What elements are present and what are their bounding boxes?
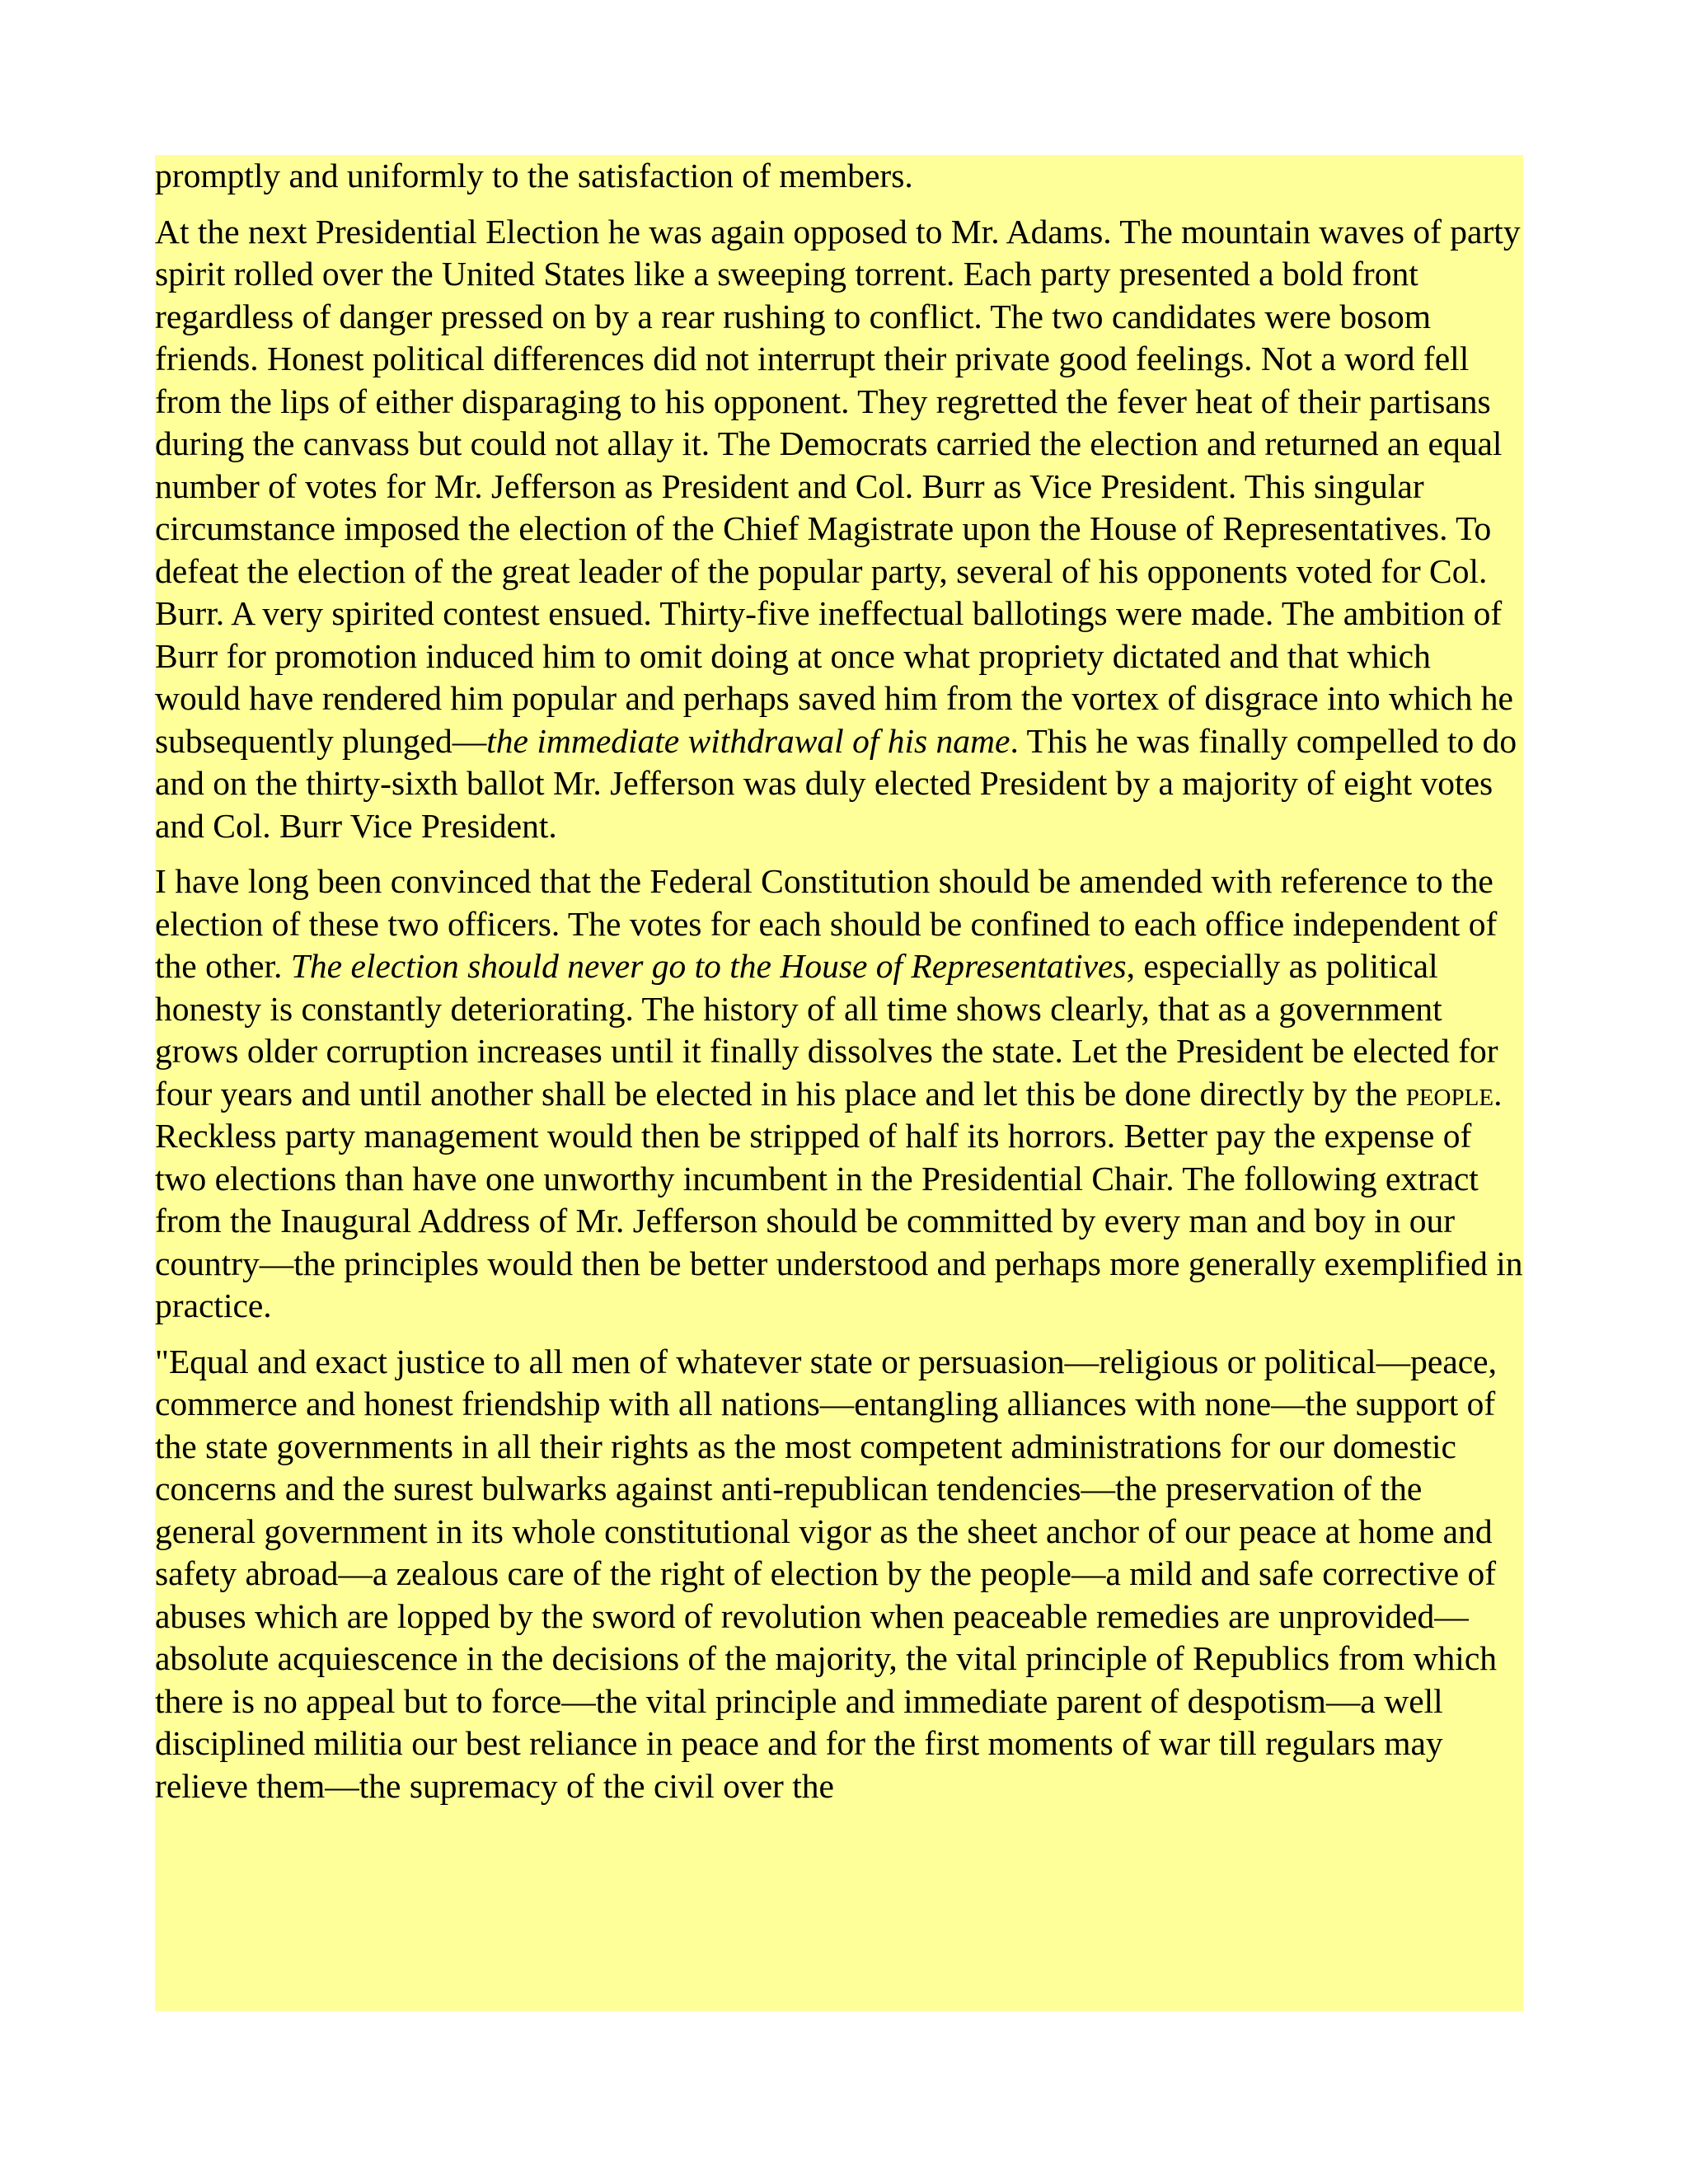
- paragraph-3-text-end: . Reckless party management would then be stripped of half its horrors. Better pay the expense of two elections than have one unworthy incumbent in the Presidential Chair. The following extract from the Inaugural Address of Mr. Jefferson should be committed by every man and boy in our country—the principles would then be better understood and perhaps more generally exemplified in practice.: [155, 1074, 1523, 1324]
- paragraph-1-text: promptly and uniformly to the satisfaction of members.: [155, 157, 913, 194]
- highlighted-text-block: [155, 155, 1523, 2011]
- paragraph-2: [155, 211, 1523, 848]
- paragraph-2-text-end: . This he was finally compelled to do and on the thirty-sixth ballot Mr. Jefferson was duly elected President by a majority of eight votes and Col. Burr Vice President.: [155, 721, 1517, 845]
- paragraph-4-text: "Equal and exact justice to all men of whatever state or persuasion—religious or political—peace, commerce and honest friendship with all nations—entangling alliances with none—the support of the state governments in all their rights as the most competent administrations for our domestic concerns and the surest bulwarks against anti-republican tendencies—the preservation of the general government in its whole constitutional vigor as the sheet anchor of our peace at home and safety abroad—a zealous care of the right of election by the people—a mild and safe corrective of abuses which are lopped by the sword of revolution when peaceable remedies are unprovided—absolute acquiescence in the decisions of the majority, the vital principle of Republics from which there is no appeal but to force—the vital principle and immediate parent of despotism—a well disciplined militia our best reliance in peace and for the first moments of war till regulars may relieve them—the supremacy of the civil over the: [155, 1342, 1498, 1805]
- paragraph-2-text-start: At the next Presidential Election he was again opposed to Mr. Adams. The mountain waves of party spirit rolled over the United States like a sweeping torrent. Each party presented a bold front regardless of danger pressed on by a rear rushing to conflict. The two candidates were bosom friends. Honest political differences did not interrupt their private good feelings. Not a word fell from the lips of either disparaging to his opponent. They regretted the fever heat of their partisans during the canvass but could not allay it. The Democrats carried the election and returned an equal number of votes for Mr. Jefferson as President and Col. Burr as Vice President. This singular circumstance imposed the election of the Chief Magistrate upon the House of Representatives. To defeat the election of the great leader of the popular party, several of his opponents voted for Col. Burr. A very spirited contest ensued. Thirty-five ineffectual ballotings were made. The ambition of Burr for promotion induced him to omit doing at once what propriety dictated and that which would have rendered him popular and perhaps saved him from the vortex of disgrace into which he subsequently plunged—: [155, 212, 1521, 760]
- paragraph-2-italic-phrase: the immediate withdrawal of his name: [486, 721, 1010, 760]
- paragraph-3-text-start: I have long been convinced that the Federal Constitution should be amended with reference to the election of these two officers. The votes for each should be confined to each office independent of the other.: [155, 862, 1498, 985]
- paragraph-3-text-middle: , especially as political honesty is constantly deteriorating. The history of all time shows clearly, that as a government grows older corruption increases until it finally dissolves the state. Let the President be elected for four years and until another shall be elected in his place and let this be done directly by the: [155, 947, 1498, 1113]
- paragraph-3-italic-phrase: The election should never go to the House of Representatives: [290, 947, 1127, 985]
- paragraph-3-small-caps-word: people: [1405, 1074, 1494, 1113]
- paragraph-3: [155, 860, 1523, 1328]
- paragraph-1: [155, 155, 1523, 198]
- paragraph-4: [155, 1341, 1523, 1808]
